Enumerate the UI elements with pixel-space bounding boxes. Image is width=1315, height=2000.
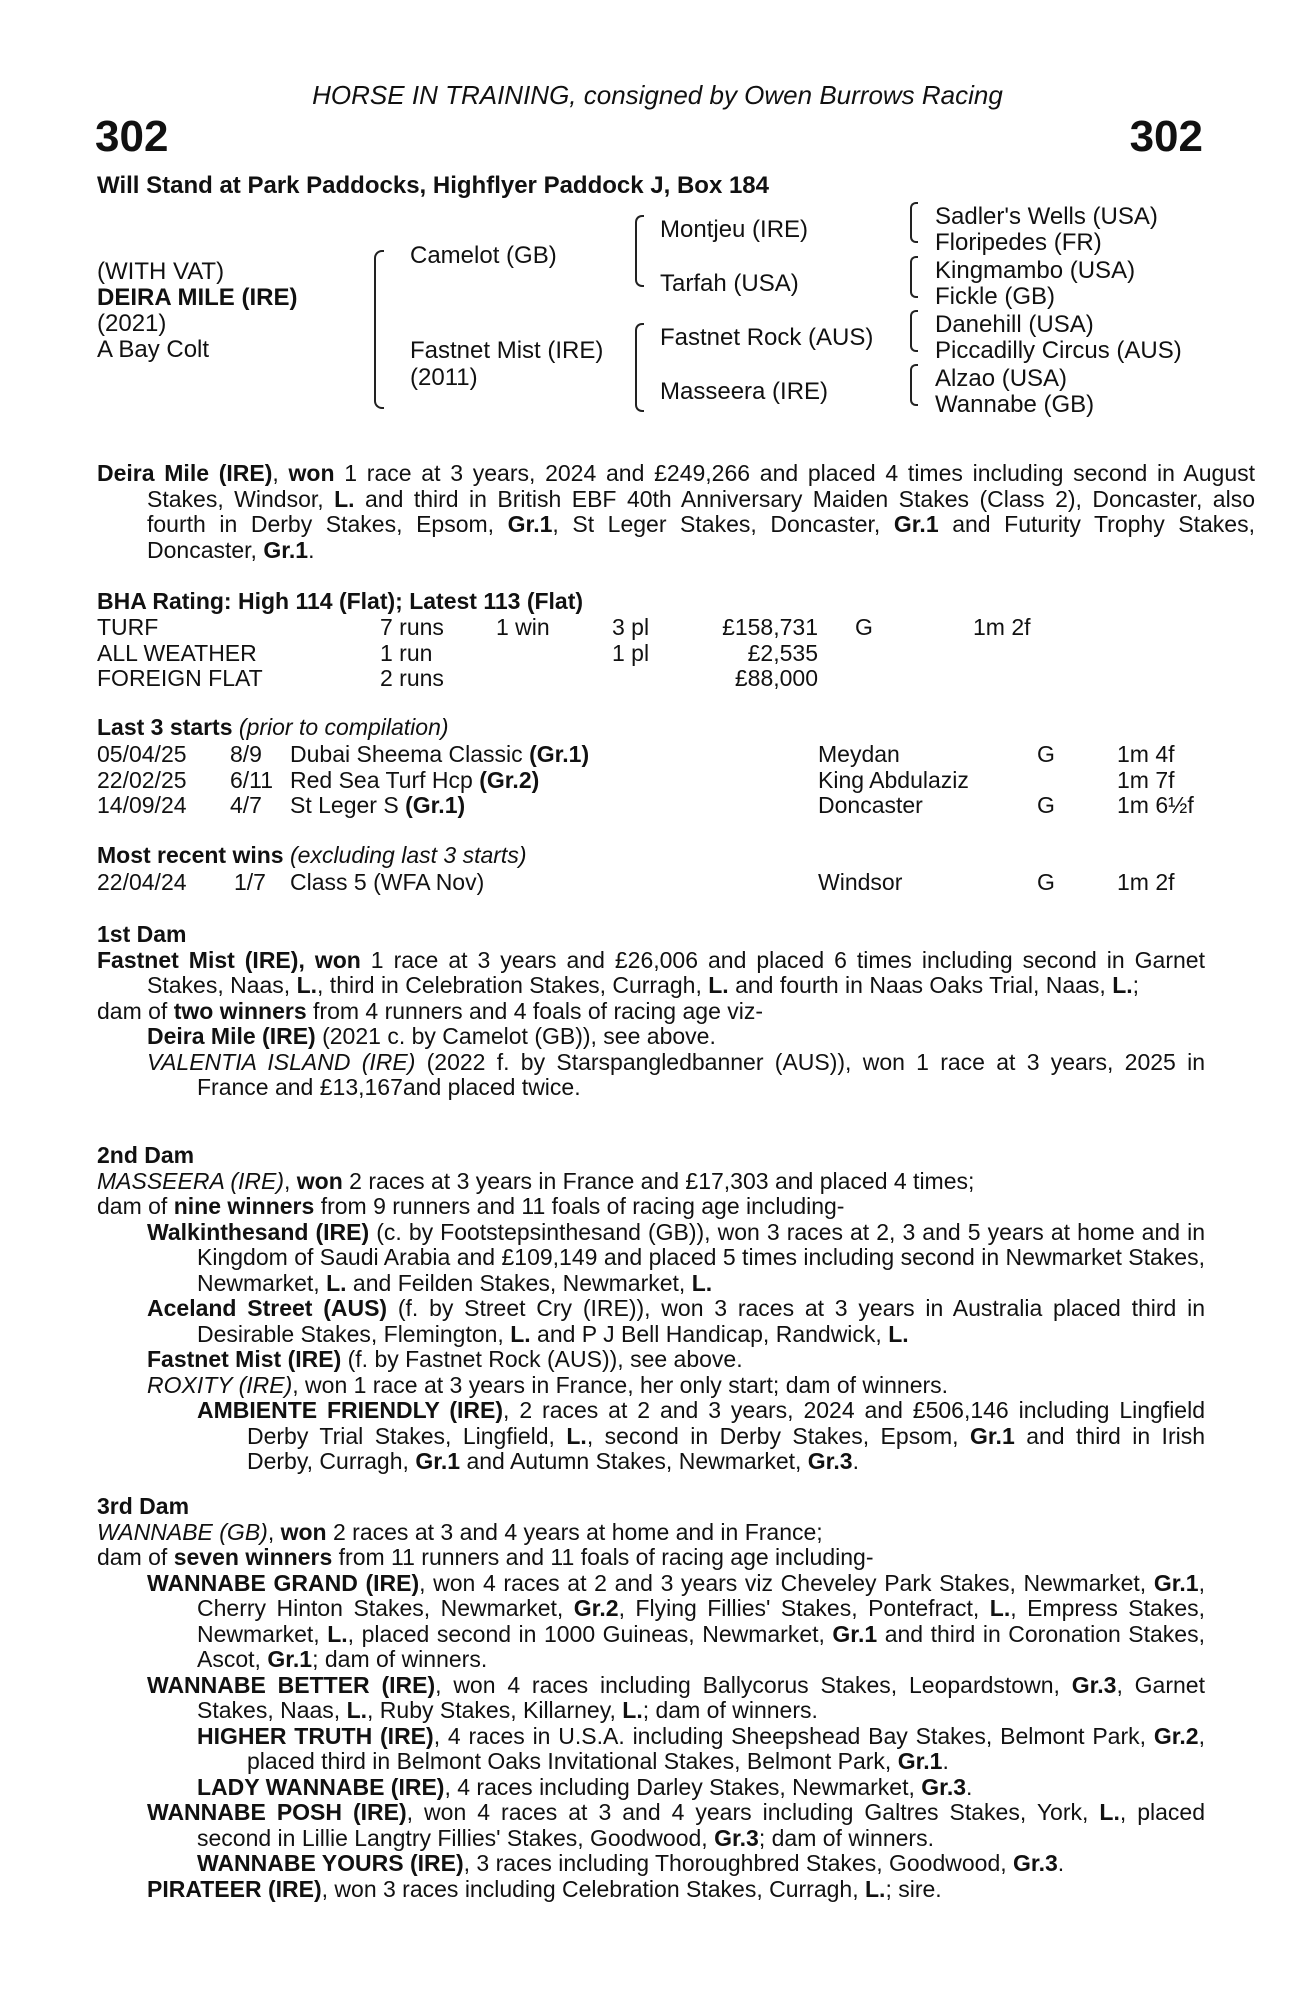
progeny-entry	[97, 1347, 1205, 1373]
listed-badge: L.	[691, 1269, 713, 1296]
progeny-text: , Garnet Stakes, Naas,	[197, 1671, 1205, 1723]
start-going: G	[1037, 792, 1055, 818]
second-dam-name: MASSEERA (IRE)	[97, 1167, 285, 1194]
progeny-entry	[97, 1800, 1205, 1851]
rating-runs: 1 run	[380, 639, 433, 666]
summary-text: .	[308, 536, 315, 563]
progeny-text: ; dam of winners.	[758, 1824, 934, 1851]
stand-info: Will Stand at Park Paddocks, Highflyer Paddock J, Box 184	[97, 172, 769, 199]
pedigree-sire-dam: Tarfah (USA)	[660, 270, 799, 297]
progeny-text: (2021 c. by Camelot (GB)), see above.	[315, 1023, 716, 1049]
won-label: won	[296, 1167, 343, 1194]
lot-number-right: 302	[1129, 112, 1203, 161]
progeny-text: , 4 races including Darley Stakes, Newmarket,	[444, 1773, 922, 1800]
start-distance: 1m 7f	[1117, 766, 1175, 793]
progeny-text: , Cherry Hinton Stakes, Newmarket,	[197, 1569, 1205, 1621]
first-dam-produce-summary	[97, 999, 1205, 1025]
start-position: 4/7	[230, 792, 262, 818]
progeny-name: HIGHER TRUTH (IRE)	[197, 1722, 434, 1749]
progeny-text: , placed third in Belmont Oaks Invitational Stakes, Belmont Park,	[247, 1722, 1205, 1774]
grade-badge: Gr.3	[807, 1448, 853, 1474]
grade-badge: Gr.2	[573, 1595, 619, 1621]
rating-going: G	[855, 614, 873, 640]
pedigree-sss: Sadler's Wells (USA)	[935, 203, 1158, 230]
progeny-name: Fastnet Mist (IRE)	[147, 1346, 342, 1372]
progeny-name: PIRATEER (IRE)	[147, 1875, 322, 1902]
listed-badge: L.	[346, 1697, 368, 1723]
progeny-entry	[97, 1024, 1205, 1050]
progeny-text: ; dam of winners.	[642, 1697, 818, 1723]
winners-count: nine winners	[173, 1193, 315, 1219]
listed-badge: L.	[708, 972, 729, 998]
grade-badge: Gr.3	[1071, 1671, 1117, 1698]
rating-runs: 2 runs	[380, 665, 444, 691]
progeny-text: .	[1057, 1850, 1065, 1876]
progeny-text: , 3 races including Thoroughbred Stakes, Goodwood,	[463, 1850, 1014, 1876]
rating-prize-money: £88,000	[734, 665, 818, 691]
rating-prize-money: £2,535	[747, 639, 818, 666]
progeny-text: and Autumn Stakes, Newmarket,	[460, 1448, 808, 1474]
record-text: 2 races at 3 and 4 years at home and in France;	[326, 1518, 823, 1545]
win-race: Class 5 (WFA Nov)	[290, 869, 485, 895]
horse-description: A Bay Colt	[97, 336, 210, 363]
rating-placed: 1 pl	[612, 639, 650, 666]
progeny-name: LADY WANNABE (IRE)	[197, 1773, 445, 1800]
listed-badge: L.	[864, 1875, 886, 1902]
pedigree-sire: Camelot (GB)	[410, 242, 557, 269]
record-text: ;	[1132, 972, 1140, 998]
pedigree-ssd: Floripedes (FR)	[935, 229, 1102, 256]
win-course: Windsor	[818, 869, 903, 895]
race-name: Red Sea Turf Hcp	[290, 766, 480, 793]
pedigree-brace-sire	[635, 215, 644, 287]
progeny-name: WANNABE GRAND (IRE)	[147, 1569, 420, 1596]
win-position: 1/7	[234, 869, 266, 895]
summary-text: and Futurity Trophy Stakes, Doncaster,	[147, 511, 1255, 563]
rating-distance: 1m 2f	[973, 614, 1031, 640]
progeny-text: , 4 races in U.S.A. including Sheepshead Bay Stakes, Belmont Park,	[433, 1722, 1154, 1749]
pedigree-brace-sd	[910, 256, 918, 298]
produce-text: from 4 runners and 4 foals of racing age viz-	[306, 997, 764, 1024]
listed-badge: L.	[334, 485, 355, 512]
grade-badge: (Gr.2)	[479, 766, 540, 793]
grade-badge: Gr.1	[415, 1448, 461, 1474]
second-dam-produce-summary	[97, 1194, 1205, 1220]
start-course: Meydan	[818, 741, 900, 767]
progeny-entry	[97, 1296, 1205, 1347]
start-race	[290, 741, 589, 768]
third-dam-section	[97, 1494, 1205, 1902]
recent-note: (excluding last 3 starts)	[290, 842, 527, 868]
progeny-text: and Feilden Stakes, Newmarket,	[346, 1269, 692, 1296]
progeny-name: WANNABE BETTER (IRE)	[147, 1671, 436, 1698]
listed-badge: L.	[296, 972, 318, 998]
horse-year: (2021)	[97, 310, 167, 337]
start-date: 22/02/25	[97, 766, 187, 793]
summary-text: , St Leger Stakes, Doncaster,	[552, 511, 894, 537]
progeny-entry	[97, 1220, 1205, 1297]
rating-wins: 1 win	[496, 614, 550, 640]
listed-badge: L.	[327, 1620, 348, 1647]
pedigree-brace-ds	[910, 310, 918, 352]
progeny-name: ROXITY (IRE)	[147, 1371, 293, 1398]
produce-text: dam of	[97, 1193, 174, 1219]
progeny-entry	[97, 1571, 1205, 1673]
progeny-text: , 2 races at 2 and 3 years, 2024 and £506,146 including Lingfield Derby Trial Stakes, Lingfield,	[247, 1397, 1205, 1449]
record-text: 1 race at 3 years and £26,006 and placed 6 times including second in Garnet Stakes, Naas,	[147, 946, 1205, 998]
rating-placed: 3 pl	[612, 614, 650, 640]
rating-type: TURF	[97, 614, 159, 640]
progeny-entry	[97, 1877, 1205, 1903]
second-dam-section	[97, 1143, 1205, 1475]
last3-note: (prior to compilation)	[238, 714, 449, 740]
produce-text: from 9 runners and 11 foals of racing age including-	[314, 1193, 845, 1219]
pedigree-brace-dam	[635, 323, 644, 412]
second-dam-heading: 2nd Dam	[97, 1142, 195, 1168]
winners-count: seven winners	[173, 1544, 333, 1570]
listed-badge: L.	[622, 1697, 643, 1723]
progeny-text: (f. by Fastnet Rock (AUS)), see above.	[341, 1346, 743, 1372]
progeny-text: (c. by Footstepsinthesand (GB)), won 3 races at 2, 3 and 5 years at home and in Kingdom of Saudi Arabia and £109,149 and placed 5 times including second in Newmarket Stakes, Newmarket,	[197, 1218, 1205, 1296]
grade-badge: Gr.1	[267, 1646, 313, 1672]
grade-badge: Gr.3	[921, 1773, 967, 1800]
grade-badge: (Gr.1)	[529, 741, 590, 767]
listed-badge: L.	[1112, 972, 1133, 998]
third-dam-record: WANNABE (GB), won 2 races at 3 and 4 years at home and in France;	[97, 1518, 823, 1545]
grade-badge: Gr.1	[1153, 1569, 1199, 1596]
horse-name: DEIRA MILE (IRE)	[97, 284, 298, 311]
pedigree-dds: Alzao (USA)	[935, 365, 1068, 392]
pedigree-ddd: Wannabe (GB)	[935, 391, 1095, 418]
summary-text: 1 race at 3 years, 2024 and £249,266 and placed 4 times including second in August Stakes, Windsor,	[147, 460, 1256, 512]
pedigree-sds: Kingmambo (USA)	[935, 257, 1136, 284]
grade-badge: Gr.1	[832, 1620, 878, 1647]
grade-badge: Gr.3	[1013, 1850, 1058, 1876]
progeny-text: , Ruby Stakes, Killarney,	[367, 1697, 623, 1723]
progeny-name: Deira Mile (IRE)	[147, 1023, 316, 1049]
progeny-entry	[97, 1851, 1205, 1877]
progeny-text: , won 4 races at 2 and 3 years viz Cheveley Park Stakes, Newmarket,	[419, 1569, 1154, 1596]
race-name: St Leger S	[290, 792, 406, 818]
listed-badge: L.	[566, 1422, 587, 1449]
third-dam-produce-summary	[97, 1545, 1205, 1571]
pedigree-sire-sire: Montjeu (IRE)	[660, 216, 809, 243]
record-text: and fourth in Naas Oaks Trial, Naas,	[728, 972, 1113, 998]
progeny-text: and third in Coronation Stakes, Ascot,	[197, 1620, 1205, 1672]
start-race	[290, 792, 465, 819]
grade-badge: Gr.1	[507, 511, 553, 537]
rating-heading: BHA Rating: High 114 (Flat); Latest 113 (Flat)	[97, 588, 584, 614]
pedigree-dss: Danehill (USA)	[935, 311, 1094, 338]
grade-badge: Gr.1	[263, 536, 309, 563]
progeny-text: , second in Derby Stakes, Epsom,	[586, 1422, 970, 1449]
race-summary: Deira Mile (IRE), won 1 race at 3 years, 2024 and £249,266 and placed 4 times including second in August Stakes, Windsor, L. and third in British EBF 40th Anniversary Maiden Stakes (Class 2), Doncaster, also fourth in Derby Stakes, Epsom, Gr.1, St Leger Stakes, Doncaster, Gr.1 and Futurity Trophy Stakes, Doncaster, Gr.1.	[97, 460, 1256, 563]
pedigree-brace-main	[374, 250, 384, 409]
last3-heading-line	[97, 715, 449, 741]
progeny-text: .	[966, 1773, 973, 1800]
progeny-text: , won 4 races at 3 and 4 years including Galtres Stakes, York,	[406, 1799, 1100, 1825]
listed-badge: L.	[326, 1269, 347, 1296]
start-course: King Abdulaziz	[818, 766, 969, 793]
win-date: 22/04/24	[97, 869, 187, 895]
record-text: 2 races at 3 years in France and £17,303 and placed 4 times;	[342, 1167, 975, 1194]
first-dam-heading: 1st Dam	[97, 921, 187, 947]
start-date: 05/04/25	[97, 741, 187, 767]
progeny-name: WANNABE YOURS (IRE)	[197, 1850, 464, 1876]
grade-badge: Gr.1	[969, 1422, 1015, 1449]
page-header-title: HORSE IN TRAINING, consigned by Owen Burrows Racing	[312, 80, 1003, 110]
grade-badge: Gr.3	[714, 1824, 759, 1851]
listed-badge: L.	[888, 1320, 909, 1347]
start-course: Doncaster	[818, 792, 923, 818]
listed-badge: L.	[1099, 1799, 1120, 1825]
recent-heading: Most recent wins	[97, 842, 284, 868]
pedigree-dsd: Piccadilly Circus (AUS)	[935, 337, 1182, 364]
progeny-text: , placed second in 1000 Guineas, Newmarket,	[347, 1620, 833, 1647]
progeny-entry	[97, 1775, 1205, 1801]
third-dam-heading: 3rd Dam	[97, 1493, 190, 1519]
start-distance: 1m 4f	[1117, 741, 1175, 767]
progeny-text: .	[942, 1748, 949, 1774]
progeny-text: , won 3 races including Celebration Stakes, Curragh,	[321, 1875, 865, 1902]
won-label: won	[280, 1518, 327, 1545]
progeny-text: and third in Irish Derby, Curragh,	[247, 1422, 1206, 1474]
progeny-entry	[97, 1673, 1205, 1724]
first-dam-name: Fastnet Mist (IRE)	[97, 946, 299, 973]
grade-badge: (Gr.1)	[405, 792, 466, 818]
last3-heading: Last 3 starts	[97, 714, 233, 740]
summary-text: and third in British EBF 40th Anniversary Maiden Stakes (Class 2), Doncaster, also fourth in Derby Stakes, Epsom,	[147, 485, 1255, 537]
first-dam-section	[97, 922, 1205, 1101]
vat-note: (WITH VAT)	[97, 258, 225, 285]
second-dam-record: MASSEERA (IRE), won 2 races at 3 years in France and £17,303 and placed 4 times;	[97, 1167, 975, 1194]
listed-badge: L.	[989, 1595, 1011, 1621]
progeny-entry	[97, 1724, 1205, 1775]
progeny-name: VALENTIA ISLAND (IRE)	[147, 1048, 416, 1075]
winners-count: two winners	[173, 997, 307, 1024]
progeny-name: WANNABE POSH (IRE)	[147, 1799, 407, 1825]
produce-text: from 11 runners and 11 foals of racing age including-	[332, 1544, 874, 1570]
summary-horse-name: Deira Mile (IRE)	[97, 460, 273, 486]
rating-type: ALL WEATHER	[97, 639, 257, 666]
grade-badge: Gr.1	[893, 511, 939, 537]
start-going: G	[1037, 741, 1055, 767]
produce-text: dam of	[97, 997, 174, 1024]
produce-text: dam of	[97, 1544, 174, 1570]
progeny-text: , Empress Stakes, Newmarket,	[197, 1595, 1206, 1647]
rating-prize-money: £158,731	[722, 614, 818, 640]
progeny-text: , Flying Fillies' Stakes, Pontefract,	[618, 1595, 990, 1621]
pedigree-brace-ss	[910, 202, 918, 243]
pedigree-dam-sire: Fastnet Rock (AUS)	[660, 324, 874, 351]
progeny-text: and P J Bell Handicap, Randwick,	[530, 1320, 889, 1347]
progeny-text: ; sire.	[885, 1875, 942, 1902]
summary-won: won	[288, 460, 335, 486]
progeny-text: ; dam of winners.	[312, 1646, 488, 1672]
start-position: 8/9	[230, 741, 262, 767]
start-distance: 1m 6½f	[1117, 792, 1194, 818]
grade-badge: Gr.2	[1153, 1722, 1199, 1749]
start-date: 14/09/24	[97, 792, 187, 818]
progeny-entry	[97, 1373, 1205, 1399]
start-position: 6/11	[230, 766, 274, 793]
race-name: Dubai Sheema Classic	[290, 741, 530, 767]
won-label: , won	[298, 946, 361, 973]
progeny-name: Walkinthesand (IRE)	[147, 1218, 370, 1245]
start-race	[290, 767, 539, 794]
pedigree-dam-dam: Masseera (IRE)	[660, 378, 829, 405]
progeny-name: Aceland Street (AUS)	[147, 1295, 388, 1321]
progeny-name: AMBIENTE FRIENDLY (IRE)	[197, 1397, 504, 1423]
pedigree-sdd: Fickle (GB)	[935, 283, 1055, 310]
rating-type: FOREIGN FLAT	[97, 665, 263, 691]
progeny-text: , placed second in Lillie Langtry Fillies' Stakes, Goodwood,	[197, 1799, 1206, 1851]
rating-runs: 7 runs	[380, 614, 444, 640]
pedigree-brace-dd	[910, 364, 918, 406]
grade-badge: Gr.1	[897, 1748, 943, 1774]
pedigree-dam: Fastnet Mist (IRE)	[410, 337, 604, 364]
third-dam-name: WANNABE (GB)	[97, 1518, 268, 1545]
pedigree-dam-year: (2011)	[410, 364, 478, 391]
progeny-text: , won 4 races including Ballycorus Stakes, Leopardstown,	[435, 1671, 1072, 1698]
progeny-text: (f. by Street Cry (IRE)), won 3 races at 3 years in Australia placed third in Desirable Stakes, Flemington,	[197, 1295, 1205, 1347]
progeny-text: .	[852, 1448, 859, 1474]
win-going: G	[1037, 869, 1055, 895]
record-text: , third in Celebration Stakes, Curragh,	[317, 972, 709, 998]
win-distance: 1m 2f	[1117, 869, 1175, 895]
progeny-text: , won 1 race at 3 years in France, her only start; dam of winners.	[292, 1371, 949, 1398]
listed-badge: L.	[510, 1320, 531, 1347]
recent-heading-line	[97, 843, 526, 869]
progeny-entry	[97, 1398, 1205, 1475]
lot-number-left: 302	[95, 112, 169, 161]
progeny-entry	[97, 1050, 1205, 1101]
first-dam-record	[97, 948, 1205, 999]
progeny-text: (2022 f. by Starspangledbanner (AUS)), won 1 race at 3 years, 2025 in France and £13,167and placed twice.	[197, 1048, 1206, 1100]
